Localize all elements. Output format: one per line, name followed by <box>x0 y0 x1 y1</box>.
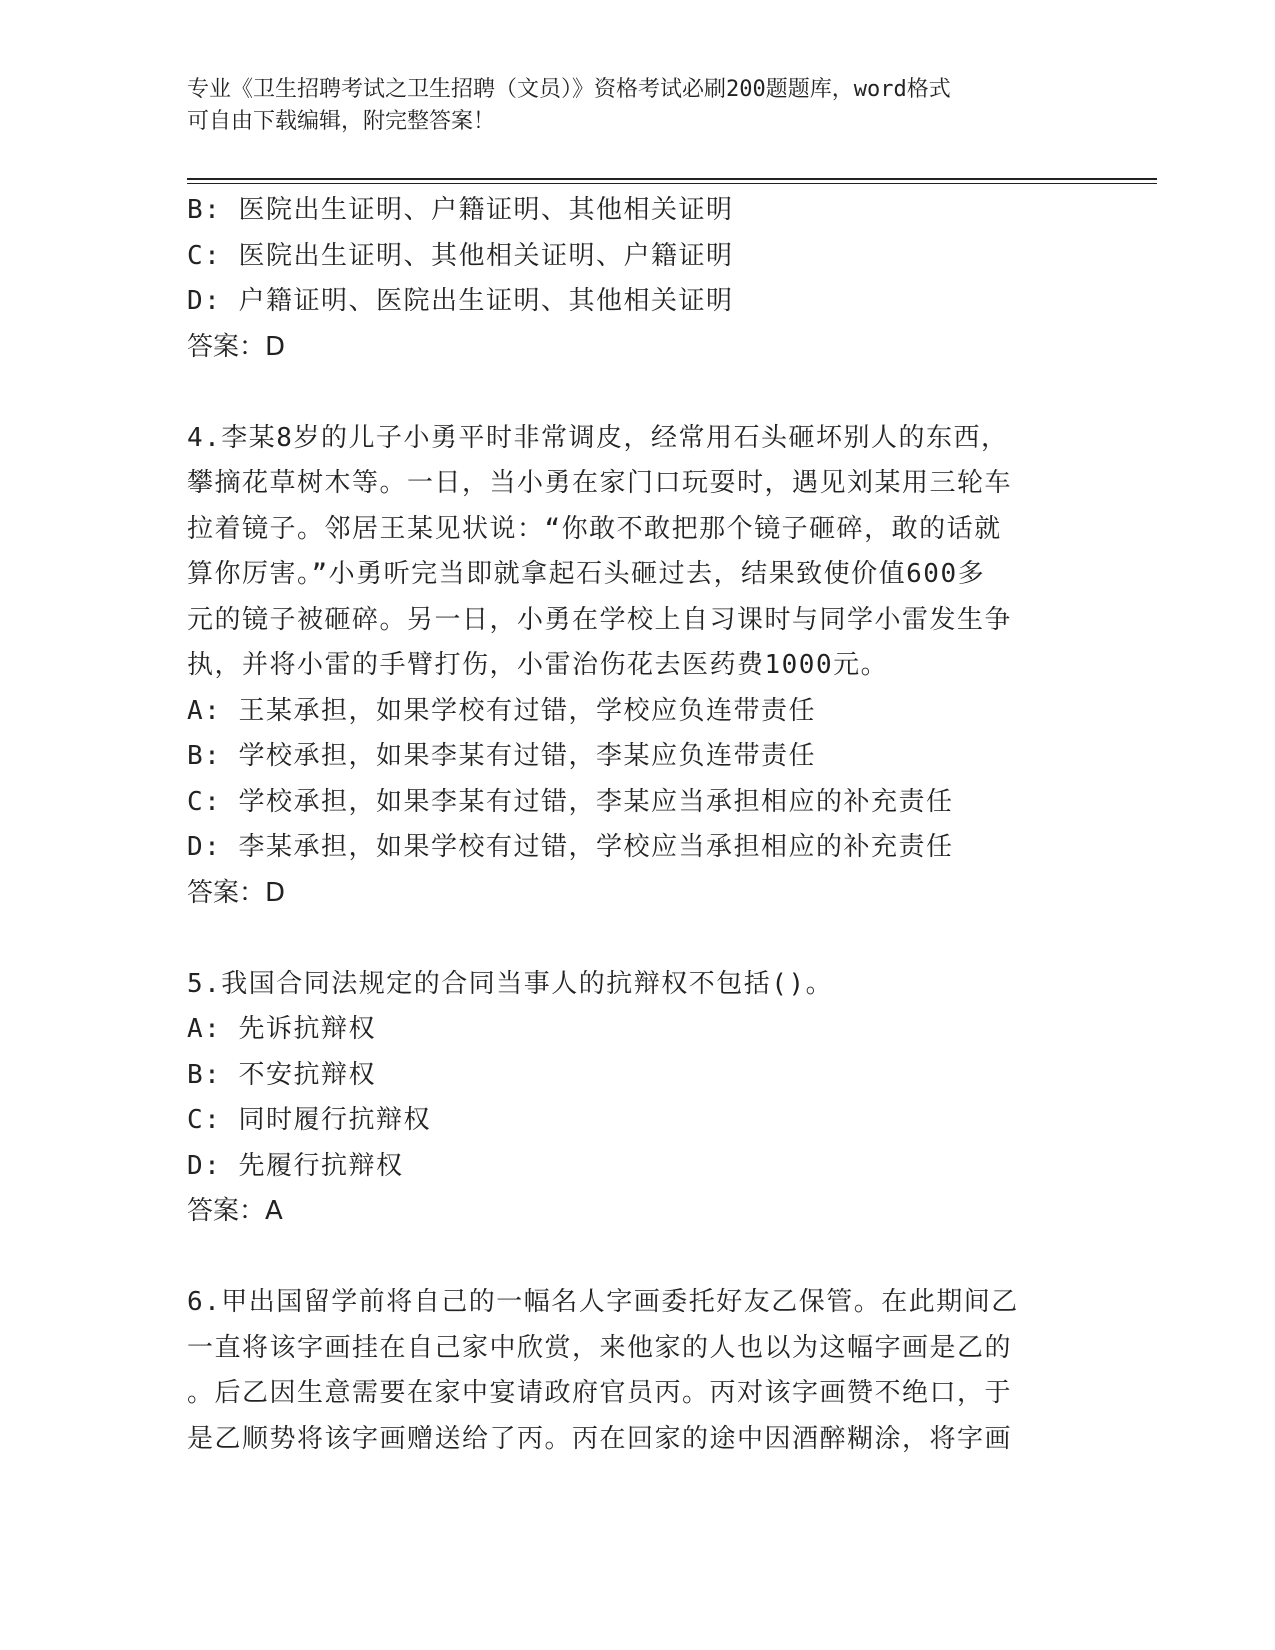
q3-option-b: B: 医院出生证明、户籍证明、其他相关证明 <box>187 195 734 225</box>
q4-stem-line: 拉着镜子。邻居王某见状说：“你敢不敢把那个镜子砸碎，敢的话就 <box>187 513 1002 544</box>
q4-stem-line: 执，并将小雷的手臂打伤，小雷治伤花去医药费1000元。 <box>187 650 889 680</box>
q4-stem-line: 4.李某8岁的儿子小勇平时非常调皮，经常用石头砸坏别人的东西， <box>187 422 1009 453</box>
q5-option-b: B: 不安抗辩权 <box>187 1059 376 1090</box>
q4-stem-line: 元的镜子被砸碎。另一日，小勇在学校上自习课时与同学小雷发生争 <box>187 604 1013 635</box>
header-divider-thin <box>187 183 1157 184</box>
q5-option-c: C: 同时履行抗辩权 <box>187 1105 431 1135</box>
q5-option-d: D: 先履行抗辩权 <box>187 1150 404 1181</box>
question-4-block <box>187 416 1067 917</box>
question-6-block <box>187 1280 1067 1462</box>
document-body <box>187 188 1067 1462</box>
spacer <box>187 1235 1067 1281</box>
q4-option-c: C: 学校承担，如果李某有过错，李某应当承担相应的补充责任 <box>187 786 954 817</box>
q6-stem-line: 一直将该字画挂在自己家中欣赏，来他家的人也以为这幅字画是乙的 <box>187 1332 1013 1363</box>
q5-stem: 5.我国合同法规定的合同当事人的抗辩权不包括()。 <box>187 968 834 999</box>
q4-option-b: B: 学校承担，如果李某有过错，李某应负连带责任 <box>187 741 816 771</box>
header-line-1: 专业《卫生招聘考试之卫生招聘（文员）》资格考试必刷200题题库，word格式 <box>187 77 951 102</box>
question-3-block <box>187 188 1067 370</box>
q3-answer: 答案：D <box>187 331 286 362</box>
q4-answer: 答案：D <box>187 877 286 908</box>
q3-option-c: C: 医院出生证明、其他相关证明、户籍证明 <box>187 240 734 271</box>
spacer <box>187 370 1067 416</box>
q5-answer: 答案：A <box>187 1196 283 1226</box>
q5-option-a: A: 先诉抗辩权 <box>187 1014 376 1044</box>
q3-option-d: D: 户籍证明、医院出生证明、其他相关证明 <box>187 286 734 316</box>
document-header <box>187 74 1067 138</box>
spacer <box>187 916 1067 962</box>
q4-option-d: D: 李某承担，如果学校有过错，学校应当承担相应的补充责任 <box>187 832 954 862</box>
header-divider-thick <box>187 178 1157 180</box>
q4-stem-line: 算你厉害。”小勇听完当即就拿起石头砸过去，结果致使价值600多 <box>187 559 986 589</box>
header-line-2: 可自由下载编辑，附完整答案！ <box>187 109 496 134</box>
q4-stem-line: 攀摘花草树木等。一日，当小勇在家门口玩耍时，遇见刘某用三轮车 <box>187 468 1013 498</box>
question-5-block <box>187 962 1067 1235</box>
q6-stem-line: 。后乙因生意需要在家中宴请政府官员丙。丙对该字画赞不绝口，于 <box>187 1378 1013 1408</box>
q6-stem-line: 6.甲出国留学前将自己的一幅名人字画委托好友乙保管。在此期间乙 <box>187 1287 1019 1317</box>
q4-option-a: A: 王某承担，如果学校有过错，学校应负连带责任 <box>187 695 816 726</box>
q6-stem-line: 是乙顺势将该字画赠送给了丙。丙在回家的途中因酒醉糊涂，将字画 <box>187 1423 1013 1454</box>
